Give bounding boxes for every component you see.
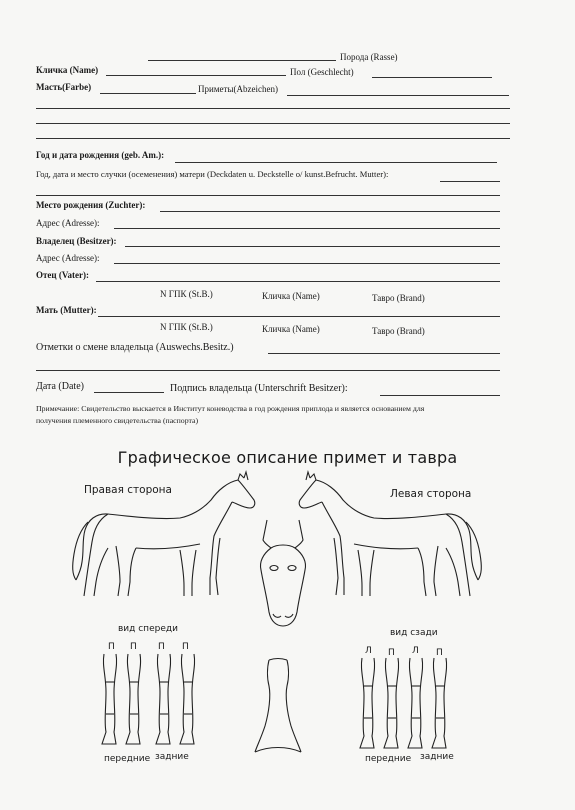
right-side-horse-outline[interactable] [68, 470, 258, 600]
owner-field-line[interactable] [125, 246, 500, 247]
front-legs-label-left: передние [104, 754, 151, 764]
mother-brand-label: Тавро (Brand) [372, 326, 425, 336]
father-studbook-label: N ГПК (St.B.) [160, 289, 213, 299]
front-view-legs-outline[interactable] [100, 652, 210, 752]
birth-label: Год и дата рождения (geb. Am.): [36, 150, 165, 160]
breed-label: Порода (Rasse) [340, 52, 398, 62]
left-side-label: Левая сторона [390, 488, 472, 500]
front-legs-label-right: передние [365, 754, 412, 764]
front-view-label: вид спереди [118, 624, 178, 634]
mother-name-label: Кличка (Name) [262, 324, 320, 334]
address1-field-line[interactable] [114, 228, 500, 229]
father-label: Отец (Vater): [36, 270, 90, 280]
leg-mark-rear-4: П [436, 648, 443, 658]
mother-label: Мать (Mutter): [36, 305, 97, 315]
markings-line-4[interactable] [36, 138, 510, 139]
leg-mark-front-3: П [158, 642, 165, 652]
name-label: Кличка (Name) [36, 65, 99, 75]
owner-change-line-2[interactable] [36, 370, 500, 371]
markings-line-3[interactable] [36, 123, 510, 124]
leg-mark-rear-2: П [388, 648, 395, 658]
leg-mark-front-2: П [130, 642, 137, 652]
hind-legs-label-right: задние [420, 752, 454, 762]
graphic-section-title: Графическое описание примет и тавра [117, 448, 458, 467]
hind-legs-label-left: задние [155, 752, 189, 762]
father-field-line[interactable] [96, 281, 500, 282]
address2-label: Адрес (Adresse): [36, 253, 100, 263]
date-field-line[interactable] [94, 392, 164, 393]
name-field-line[interactable] [106, 75, 286, 76]
address1-label: Адрес (Adresse): [36, 218, 100, 228]
rear-view-label: вид сзади [390, 628, 438, 638]
markings-line-2[interactable] [36, 108, 510, 109]
color-field-line[interactable] [100, 93, 196, 94]
note-line-2: получения племенного свидетельства (паспорта) [36, 416, 199, 425]
signature-field-line[interactable] [380, 395, 500, 396]
owner-change-label: Отметки о смене владельца (Auswechs.Besitz.) [36, 342, 234, 353]
birthplace-label: Место рождения (Zuchter): [36, 200, 146, 210]
color-label: Масть(Farbe) [36, 82, 92, 92]
horse-tail-rear-outline[interactable] [253, 656, 303, 756]
markings-field-line[interactable] [287, 95, 509, 96]
leg-mark-front-4: П [182, 642, 189, 652]
address2-field-line[interactable] [114, 263, 500, 264]
leg-mark-rear-1: Л [365, 646, 372, 656]
leg-mark-rear-3: Л [412, 646, 419, 656]
father-brand-label: Тавро (Brand) [372, 293, 425, 303]
breed-field-line[interactable] [148, 60, 336, 61]
owner-label: Владелец (Besitzer): [36, 236, 117, 246]
sex-field-line[interactable] [372, 77, 492, 78]
mating-field-line-1[interactable] [440, 181, 500, 182]
leg-mark-front-1: П [108, 642, 115, 652]
right-side-label: Правая сторона [84, 484, 172, 496]
owner-change-field-line[interactable] [268, 353, 500, 354]
markings-label: Приметы(Abzeichen) [198, 84, 278, 94]
birth-field-line[interactable] [175, 162, 497, 163]
sex-label: Пол (Geschlecht) [290, 67, 354, 77]
mating-field-line-2[interactable] [36, 195, 500, 196]
mating-label: Год, дата и место случки (осеменения) матери (Deckdaten u. Deckstelle o/ kunst.Befrucht. Mutter): [36, 169, 389, 179]
mother-studbook-label: N ГПК (St.B.) [160, 322, 213, 332]
rear-view-legs-outline[interactable] [358, 656, 468, 756]
horse-head-front-outline[interactable] [255, 518, 311, 628]
mother-field-line[interactable] [98, 316, 500, 317]
note-line-1: Примечание: Свидетельство выскается в Институт коневодства в год рождения приплода и является основанием для [36, 404, 425, 413]
father-name-label: Кличка (Name) [262, 291, 320, 301]
date-label: Дата (Date) [36, 381, 84, 392]
signature-label: Подпись владельца (Unterschrift Besitzer): [170, 383, 348, 394]
left-side-horse-outline[interactable] [296, 470, 486, 600]
birthplace-field-line[interactable] [160, 211, 500, 212]
